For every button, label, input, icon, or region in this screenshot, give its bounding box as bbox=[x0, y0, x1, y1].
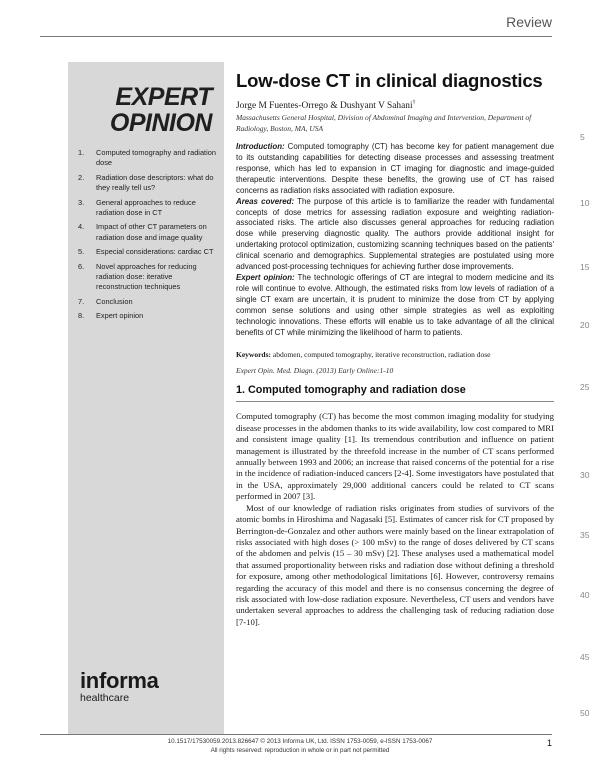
logo-subword: healthcare bbox=[80, 692, 130, 704]
body-paragraph: Most of our knowledge of radiation risks originates from studies of survivors of the atomic bombs in Hiroshima and Nagasaki [5]. Estimates of cancer risk for CT proposed by Berrington-de-Gonzalez and other authors were mainly based on the linear extrapolation of risks associated with high doses (> 100 mSv) to the range of doses delivered by CT scans of the abdomen and pelvis (15 – 30 mSv) [2]. These analyses used a mathematical model that assumed proportionality between risks and radiation dose without defining a threshold for exposure, among other methodological limitations [6]. However, controversy remains regarding the accuracy of this model and there is no consensus concerning the degree of risk associated with low-dose radiation exposure. Nevertheless, CT users and vendors have undertaken several approaches to address the challenging task of reducing radiation dose [7-10]. bbox=[236, 502, 554, 627]
abstract-text: Computed tomography (CT) has become key for patient management due to its outstanding capabilities for detecting disease processes and assessing treatment response, which has led to expansion in CT imaging for diagnostic and image-guided therapeutic interventions. Despite these benefits, the growing use of CT has raised concerns as radiation risks associated with radiation exposure. bbox=[236, 142, 554, 195]
abstract-introduction bbox=[236, 142, 554, 197]
citation: Expert Opin. Med. Diagn. (2013) Early Online:1-10 bbox=[236, 366, 394, 376]
footer-rights: All rights reserved: reproduction in whole or in part not permitted bbox=[210, 746, 390, 754]
line-number: 5 bbox=[580, 132, 585, 142]
sidebar bbox=[68, 62, 224, 734]
abstract-text: The technologic offerings of CT are integral to modern medicine and its role will continue to evolve. Although, the estimated risks from low levels of radiation of a single CT exam are uncertain, it is prudent to minimize the dose from CT by applying common sense solutions and using other simple strategies as well as exploiting technologic innovations. These efforts will enable us to take advantage of all the clinical benefits of CT while minimizing the likelihood of harm to patients. bbox=[236, 273, 554, 337]
toc-item[interactable] bbox=[78, 148, 218, 169]
footer-doi: 10.1517/17530059.2013.826647 © 2013 Informa UK, Ltd. ISSN 1753-0059, e-ISSN 1753-0067 bbox=[167, 738, 433, 745]
abstract-expert-opinion bbox=[236, 273, 554, 338]
toc-item[interactable] bbox=[78, 222, 218, 243]
toc-label: Novel approaches for reducing radiation dose: iterative reconstruction techniques bbox=[96, 261, 197, 292]
abstract-areas-covered bbox=[236, 197, 554, 273]
section-heading: 1. Computed tomography and radiation dose bbox=[236, 384, 466, 397]
toc-label: General approaches to reduce radiation dose in CT bbox=[96, 197, 196, 218]
toc-num: 8. bbox=[78, 311, 85, 321]
author-mark: † bbox=[412, 100, 416, 106]
abstract-text: The purpose of this article is to familiarize the reader with fundamental concepts of dose metrics for assessing radiation exposure and weighting radiation-associated risks. The article also discusses general approaches for reducing radiation dose while preserving diagnostic quality. The authors provide additional insight for undertaking protocol optimization, customizing scanning techniques based on the patients' clinical scenario and demographics. Supplemental strategies are postulated using more advanced post-processing techniques for achieving further dose improvements. bbox=[236, 196, 554, 272]
publisher-logo bbox=[80, 670, 159, 704]
page-number: 1 bbox=[546, 738, 552, 748]
line-number: 50 bbox=[580, 708, 590, 718]
top-rule bbox=[40, 36, 552, 37]
article bbox=[236, 70, 554, 628]
affiliation: Massachusetts General Hospital, Division of Abdominal Imaging and Intervention, Department of Radiology, Boston, MA, USA bbox=[236, 113, 532, 133]
toc-label: Radiation dose descriptors: what do they really tell us? bbox=[96, 172, 214, 193]
article-title: Low-dose CT in clinical diagnostics bbox=[236, 70, 543, 91]
section-rule bbox=[236, 401, 554, 402]
section-label: Review bbox=[506, 14, 552, 30]
toc-item[interactable] bbox=[78, 297, 218, 307]
line-number: 40 bbox=[580, 590, 590, 600]
bottom-rule bbox=[40, 734, 552, 735]
toc-label: Computed tomography and radiation dose bbox=[96, 148, 216, 168]
line-number: 45 bbox=[580, 652, 590, 662]
author-names: Jorge M Fuentes-Orrego & Dushyant V Sahani bbox=[236, 101, 413, 112]
toc-label: Conclusion bbox=[96, 296, 133, 306]
line-number: 30 bbox=[580, 470, 590, 480]
line-number: 25 bbox=[580, 382, 590, 392]
toc-item[interactable] bbox=[78, 247, 218, 257]
authors bbox=[236, 100, 554, 111]
toc-label: Especial considerations: cardiac CT bbox=[96, 247, 214, 257]
toc-num: 2. bbox=[78, 172, 85, 182]
toc-item[interactable] bbox=[78, 311, 218, 321]
line-number: 10 bbox=[580, 198, 590, 208]
keywords bbox=[236, 350, 554, 359]
toc-num: 7. bbox=[78, 296, 85, 306]
abstract-label: Areas covered: bbox=[236, 196, 295, 206]
toc-item[interactable] bbox=[78, 198, 218, 219]
body-paragraph: Computed tomography (CT) has become the most common imaging modality for studying disease processes in the abdomen thanks to its wide availability, low cost compared to MRI and consistent image quality [1]. Its tremendous contribution and influence on patient management is illustrated by the threefold increase in the number of CT scans performed annually between 1993 and 2006; an increase that raised concerns of the potential for a rise in the incidence of radiation-induced cancers [2-4]. Some investigators have postulated that in the USA, approximately 29,000 additional cancers could be related to CT scans performed in 2007 [3]. bbox=[236, 411, 554, 502]
toc-num: 1. bbox=[78, 148, 85, 157]
toc-label: Expert opinion bbox=[96, 311, 144, 321]
keywords-label: Keywords: bbox=[236, 350, 271, 360]
toc-num: 3. bbox=[78, 197, 85, 207]
journal-brand bbox=[68, 84, 212, 136]
toc-num: 4. bbox=[78, 222, 85, 232]
toc-item[interactable] bbox=[78, 173, 218, 194]
logo-word: informa bbox=[80, 668, 159, 693]
brand-line-2: OPINION bbox=[109, 109, 212, 137]
line-number: 35 bbox=[580, 530, 590, 540]
toc-label: Impact of other CT parameters on radiation dose and image quality bbox=[96, 222, 207, 242]
toc-item[interactable] bbox=[78, 262, 218, 293]
abstract-label: Introduction: bbox=[236, 142, 285, 152]
toc-num: 5. bbox=[78, 247, 85, 257]
table-of-contents bbox=[78, 148, 218, 326]
line-number: 20 bbox=[580, 320, 590, 330]
line-number: 15 bbox=[580, 262, 590, 272]
brand-line-1: EXPERT bbox=[115, 83, 212, 111]
keywords-text: abdomen, computed tomography, iterative reconstruction, radiation dose bbox=[271, 350, 491, 360]
toc-num: 6. bbox=[78, 261, 85, 271]
abstract-label: Expert opinion: bbox=[236, 273, 295, 282]
footer bbox=[0, 738, 600, 755]
